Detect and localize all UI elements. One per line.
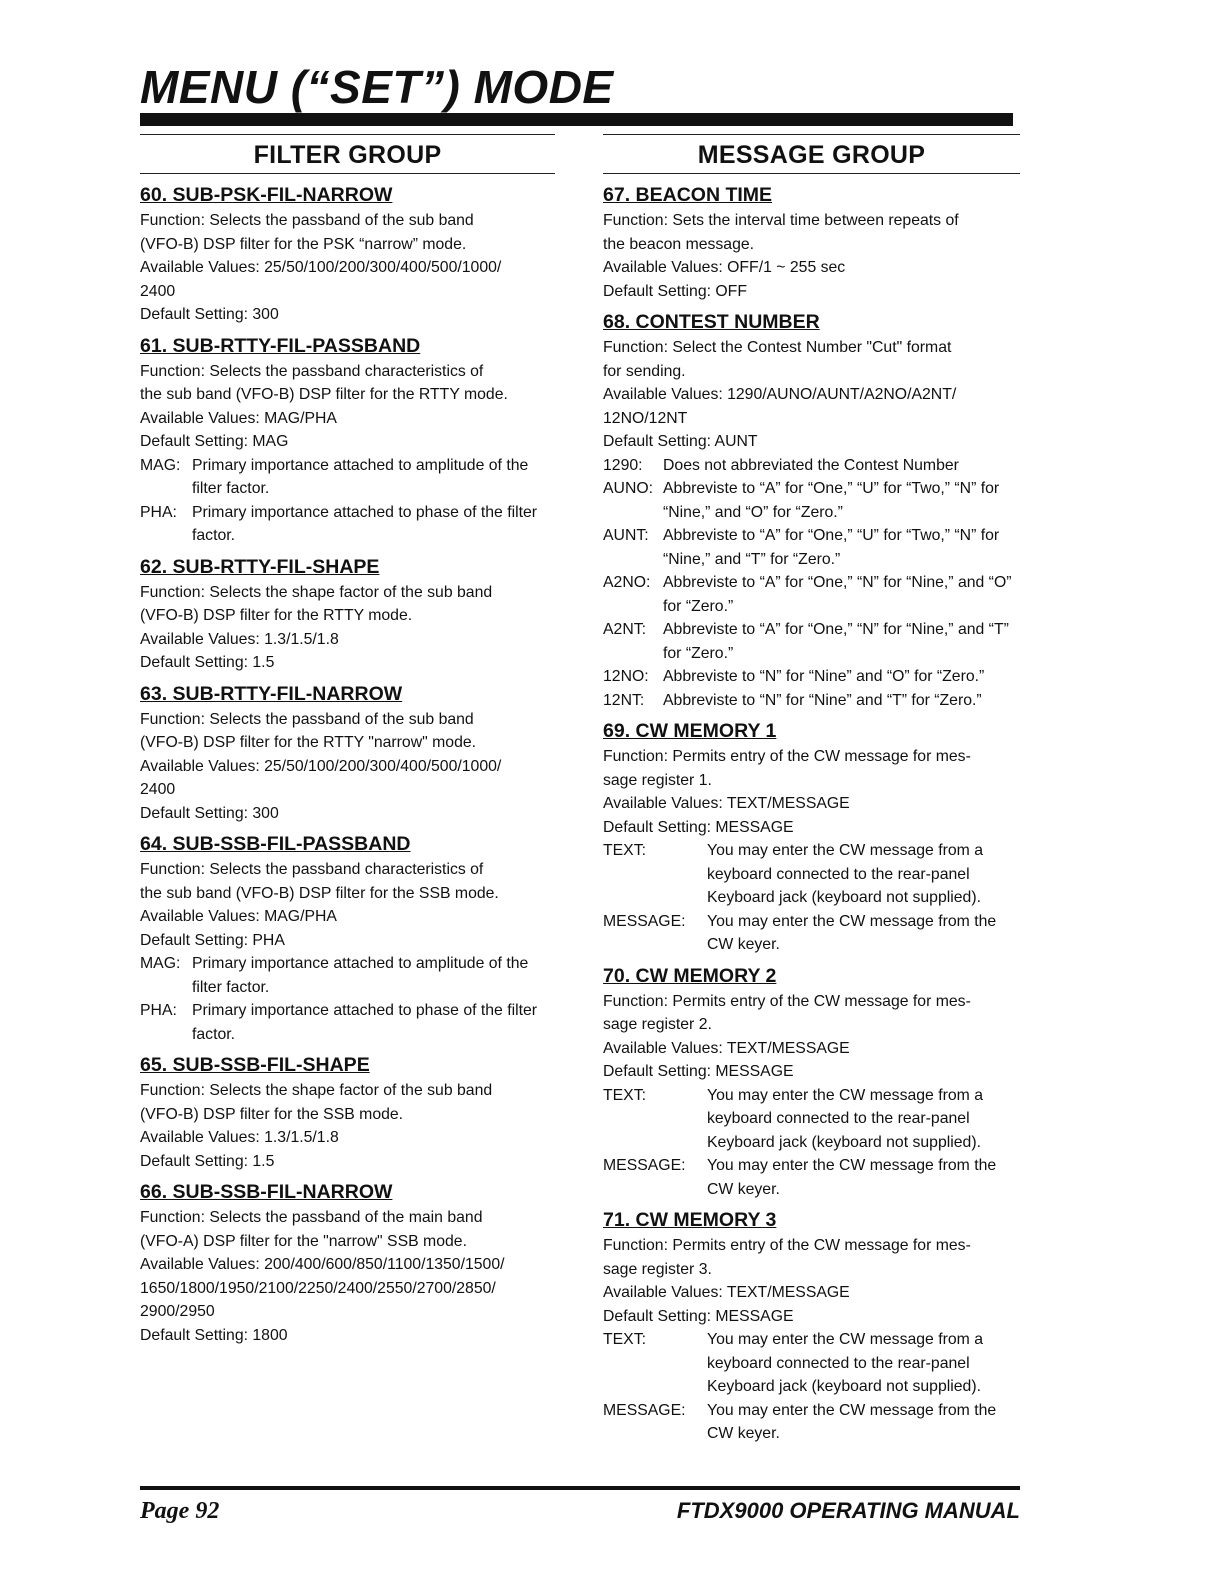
message-group-column	[603, 134, 1020, 1446]
text-line: Function: Permits entry of the CW message for mes-	[603, 1237, 971, 1254]
section-title: 63. SUB-RTTY-FIL-NARROW	[140, 682, 403, 705]
option-key: MESSAGE:	[603, 1401, 686, 1419]
option-desc: You may enter the CW message from a keyboard connected to the rear-panel Keyboard jack (keyboard not supplied).	[707, 842, 983, 906]
text-line: the beacon message.	[603, 235, 755, 253]
text-line: Default Setting: 300	[140, 306, 279, 323]
option-row	[603, 454, 1020, 478]
option-key: 12NT:	[603, 691, 645, 709]
section-title: 70. CW MEMORY 2	[603, 964, 777, 987]
section-title: 61. SUB-RTTY-FIL-PASSBAND	[140, 334, 421, 357]
option-key: TEXT:	[603, 1331, 647, 1348]
section-title: 60. SUB-PSK-FIL-NARROW	[140, 184, 393, 206]
text-line: Function: Select the Contest Number "Cut" format	[603, 339, 952, 356]
text-line: Default Setting: MESSAGE	[603, 1063, 794, 1080]
text-line: Available Values: TEXT/MESSAGE	[603, 795, 850, 812]
menu-item-69	[603, 718, 1020, 957]
text-line: Function: Selects the passband of the sub band	[140, 710, 474, 728]
text-line: Available Values: 25/50/100/200/300/400/500/1000/	[140, 757, 502, 775]
footer-rule	[140, 1486, 1020, 1490]
option-key: 1290:	[603, 456, 643, 474]
option-desc: You may enter the CW message from a keyboard connected to the rear-panel Keyboard jack (keyboard not supplied).	[707, 1086, 983, 1151]
option-row	[603, 689, 1020, 713]
text-line: 1650/1800/1950/2100/2250/2400/2550/2700/2850/	[140, 1279, 496, 1297]
text-line: Default Setting: OFF	[603, 282, 747, 300]
menu-item-71	[603, 1207, 1020, 1446]
menu-item-66	[140, 1179, 555, 1347]
text-line: 2900/2950	[140, 1303, 215, 1320]
option-desc: Does not abbreviated the Contest Number	[663, 456, 959, 474]
text-line: 2400	[140, 282, 176, 300]
option-desc: Abbreviste to “A” for “One,” “U” for “Two,” “N” for “Nine,” and “O” for “Zero.”	[663, 480, 1000, 521]
text-line: Available Values: TEXT/MESSAGE	[603, 1284, 850, 1301]
text-line: (VFO-A) DSP filter for the "narrow" SSB mode.	[140, 1232, 467, 1250]
option-desc: Abbreviste to “N” for “Nine” and “T” for “Zero.”	[663, 691, 982, 709]
option-key: TEXT:	[603, 842, 647, 859]
text-line: Default Setting: 1800	[140, 1326, 288, 1344]
option-key: TEXT:	[603, 1086, 647, 1104]
option-desc: Abbreviste to “A” for “One,” “U” for “Two,” “N” for “Nine,” and “T” for “Zero.”	[663, 527, 1000, 568]
text-line: 2400	[140, 781, 176, 798]
text-line: Available Values: MAG/PHA	[140, 908, 337, 925]
page-title: MENU (“SET”) MODE	[140, 61, 614, 113]
text-line: Default Setting: MAG	[140, 433, 289, 450]
section-title: 64. SUB-SSB-FIL-PASSBAND	[140, 833, 411, 855]
option-row	[603, 524, 1020, 571]
section-title: 65. SUB-SSB-FIL-SHAPE	[140, 1054, 370, 1076]
menu-item-68	[603, 309, 1020, 712]
option-row	[603, 571, 1020, 618]
text-line: Available Values: OFF/1 ~ 255 sec	[603, 259, 846, 276]
text-line: Available Values: 1290/AUNO/AUNT/A2NO/A2NT/	[603, 386, 957, 403]
group-heading	[140, 134, 555, 174]
text-line: Function: Selects the shape factor of the sub band	[140, 583, 493, 601]
text-line: Default Setting: AUNT	[603, 433, 758, 450]
option-key: MAG:	[140, 955, 181, 972]
option-row	[603, 665, 1020, 689]
option-row	[140, 952, 555, 999]
text-line: 12NO/12NT	[603, 409, 688, 427]
option-desc: You may enter the CW message from the CW keyer.	[707, 912, 997, 953]
menu-item-65	[140, 1052, 555, 1173]
text-line: sage register 2.	[603, 1016, 712, 1033]
section-title: 71. CW MEMORY 3	[603, 1209, 777, 1231]
text-line: Function: Selects the passband of the sub band	[140, 212, 474, 229]
text-line: Function: Permits entry of the CW message for mes-	[603, 992, 971, 1010]
option-row	[603, 477, 1020, 524]
group-title: FILTER GROUP	[253, 141, 442, 169]
group-title: MESSAGE GROUP	[697, 141, 926, 169]
text-line: the sub band (VFO-B) DSP filter for the RTTY mode.	[140, 386, 508, 403]
option-desc: Primary importance attached to amplitude of the filter factor.	[192, 955, 529, 996]
option-desc: Primary importance attached to phase of the filter factor.	[192, 503, 538, 544]
option-desc: You may enter the CW message from the CW keyer.	[707, 1157, 997, 1198]
option-key: MAG:	[140, 456, 181, 474]
filter-group-column	[140, 134, 555, 1347]
option-desc: Primary importance attached to phase of the filter factor.	[192, 1002, 538, 1043]
text-line: (VFO-B) DSP filter for the RTTY mode.	[140, 607, 413, 624]
text-line: Available Values: 1.3/1.5/1.8	[140, 630, 339, 648]
option-desc: You may enter the CW message from a keyboard connected to the rear-panel Keyboard jack (keyboard not supplied).	[707, 1331, 983, 1395]
option-key: MESSAGE:	[603, 912, 686, 930]
option-row	[603, 1399, 1020, 1446]
option-row	[603, 910, 1020, 957]
option-desc: Abbreviste to “N” for “Nine” and “O” for “Zero.”	[663, 668, 985, 685]
title-rule	[140, 113, 1013, 126]
option-row	[140, 999, 555, 1046]
option-key: PHA:	[140, 503, 177, 521]
page-number: Page 92	[140, 1498, 220, 1524]
text-line: Function: Selects the passband characteristics of	[140, 362, 484, 380]
text-line: Default Setting: PHA	[140, 931, 285, 949]
menu-item-62	[140, 554, 555, 675]
option-row	[603, 1084, 1020, 1155]
text-line: Function: Sets the interval time between repeats of	[603, 212, 959, 229]
option-desc: Primary importance attached to amplitude of the filter factor.	[192, 456, 529, 497]
section-title: 62. SUB-RTTY-FIL-SHAPE	[140, 555, 380, 578]
menu-item-64	[140, 831, 555, 1046]
option-row	[603, 1154, 1020, 1201]
option-key: AUNT:	[603, 527, 649, 544]
option-key: AUNO:	[603, 480, 654, 497]
option-desc: You may enter the CW message from the CW keyer.	[707, 1401, 997, 1442]
option-key: PHA:	[140, 1002, 177, 1019]
section-title: 66. SUB-SSB-FIL-NARROW	[140, 1181, 393, 1203]
section-title: 68. CONTEST NUMBER	[603, 311, 820, 333]
text-line: Available Values: TEXT/MESSAGE	[603, 1039, 850, 1057]
text-line: sage register 1.	[603, 771, 712, 789]
menu-item-61	[140, 333, 555, 548]
section-title: 69. CW MEMORY 1	[603, 720, 777, 742]
text-line: for sending.	[603, 362, 686, 380]
option-key: MESSAGE:	[603, 1157, 686, 1174]
option-desc: Abbreviste to “A” for “One,” “N” for “Nine,” and “T” for “Zero.”	[663, 621, 1009, 662]
text-line: Default Setting: 1.5	[140, 654, 275, 671]
text-line: Available Values: 1.3/1.5/1.8	[140, 1129, 339, 1146]
menu-item-67	[603, 182, 1020, 303]
text-line: the sub band (VFO-B) DSP filter for the SSB mode.	[140, 884, 499, 902]
option-row	[603, 1328, 1020, 1399]
option-desc: Abbreviste to “A” for “One,” “N” for “Nine,” and “O” for “Zero.”	[663, 574, 1012, 615]
text-line: Available Values: 200/400/600/850/1100/1350/1500/	[140, 1256, 505, 1273]
text-line: sage register 3.	[603, 1260, 712, 1278]
menu-item-63	[140, 681, 555, 826]
section-title: 67. BEACON TIME	[603, 184, 773, 206]
option-key: A2NO:	[603, 574, 651, 591]
menu-item-60	[140, 182, 555, 327]
group-heading	[603, 134, 1020, 174]
option-row	[140, 501, 555, 548]
option-row	[140, 454, 555, 501]
text-line: Function: Selects the passband characteristics of	[140, 861, 484, 878]
option-key: 12NO:	[603, 668, 649, 685]
text-line: Default Setting: MESSAGE	[603, 1307, 794, 1325]
text-line: Function: Permits entry of the CW message for mes-	[603, 748, 971, 765]
option-row	[603, 839, 1020, 910]
option-row	[603, 618, 1020, 665]
text-line: Function: Selects the shape factor of the sub band	[140, 1082, 493, 1099]
text-line: (VFO-B) DSP filter for the PSK “narrow” mode.	[140, 235, 467, 253]
text-line: Function: Selects the passband of the main band	[140, 1209, 483, 1226]
manual-title: FTDX9000 OPERATING MANUAL	[676, 1498, 1020, 1523]
text-line: Default Setting: 300	[140, 804, 279, 822]
text-line: (VFO-B) DSP filter for the RTTY "narrow" mode.	[140, 734, 477, 751]
text-line: (VFO-B) DSP filter for the SSB mode.	[140, 1105, 404, 1123]
text-line: Available Values: 25/50/100/200/300/400/500/1000/	[140, 259, 502, 276]
text-line: Available Values: MAG/PHA	[140, 409, 337, 427]
menu-item-70	[603, 963, 1020, 1202]
text-line: Default Setting: MESSAGE	[603, 818, 794, 836]
text-line: Default Setting: 1.5	[140, 1152, 275, 1170]
option-key: A2NT:	[603, 621, 647, 638]
